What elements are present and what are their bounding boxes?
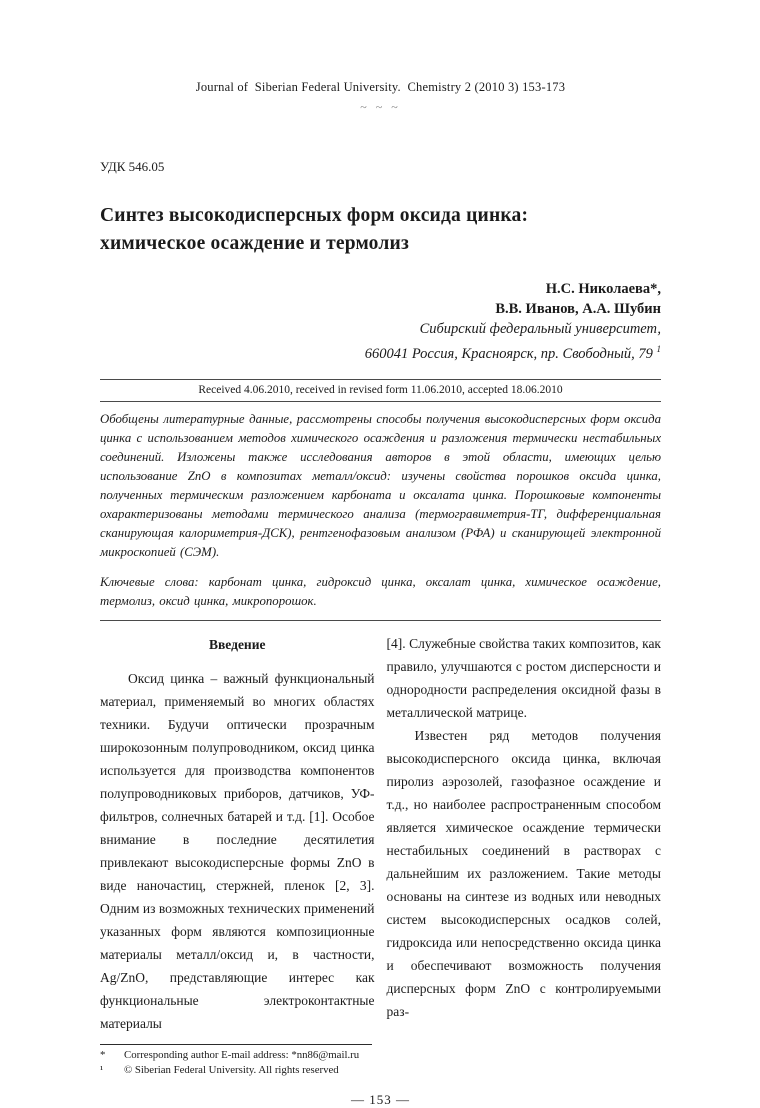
address-footnote-mark: 1 [656, 344, 661, 354]
footnote-corresponding-author [100, 1048, 372, 1063]
abstract-text: Обобщены литературные данные, рассмотрены способы получения высокодисперсных форм оксида цинка с использованием методов химического осаждения и разложения термически нестабильных соединений. Изложены также исследования авторов в этой области, имеющих целью использование ZnO в композитах металл/оксид: изучены свойства порошков оксида цинка, полученных термическим разложением карбоната и оксалата цинка. Порошковые компоненты охарактеризованы методами термического анализа (термогравиметрия-ТГ, дифференциальная сканирующая калориметрия-ДСК), рентгенофазовым анализом (РФА) и сканирующей электронной микроскопией (СЭМ). [100, 411, 661, 559]
footnote-copyright [100, 1063, 372, 1078]
author-name-2: В.В. Иванов, А.А. Шубин [495, 301, 661, 317]
keywords-line: Ключевые слова: карбонат цинка, гидроксид цинка, оксалат цинка, химическое осаждение, термолиз, оксид цинка, микропорошок. [100, 573, 661, 621]
article-title-line1: Синтез высокодисперсных форм оксида цинка: [100, 205, 529, 226]
footnote-block [100, 1044, 372, 1078]
received-dates: Received 4.06.2010, received in revised form 11.06.2010, accepted 18.06.2010 [100, 379, 661, 402]
footnote-text-copyright: © Siberian Federal University. All rights reserved [124, 1063, 339, 1076]
right-column [387, 632, 662, 1078]
author-block [100, 279, 661, 364]
affiliation-address [100, 339, 661, 364]
two-column-body [100, 632, 661, 1078]
affiliation: Сибирский федеральный университет, [419, 321, 661, 337]
footnote-marker-one: ¹ [100, 1063, 104, 1076]
journal-header: Journal of Siberian Federal University. Chemistry 2 (2010 3) 153-173 [195, 80, 566, 94]
right-column-paragraph-2: Известен ряд методов получения высокодисперсного оксида цинка, включая пиролиз аэрозолей, газофазное осаждение и т.д., но наиболее распространенным способом является химическое осаждение термически нестабильных соединений в растворах с дальнейшим их разложением. Такие методы основаны на синтезе из водных или неводных систем высокодисперсных осадков солей, гидроксида или непосредственно оксида цинка и обеспечивают возможность получения дисперсных форм ZnO с контролируемыми раз- [386, 727, 661, 1019]
left-column [100, 632, 375, 1078]
tilde-separator: ~ ~ ~ [360, 100, 401, 114]
right-column-paragraph-1: [4]. Служебные свойства таких композитов, как правило, улучшаются с ростом дисперсности и однородности распределения оксидной фазы в металлической матрице. [386, 635, 661, 720]
left-column-paragraph: Оксид цинка – важный функциональный материал, применяемый во многих областях техники. Будучи оптически прозрачным широкозонным полупроводником, оксид цинка используется для производства компонентов полупроводниковых приборов, датчиков, УФ-фильтров, солнечных батарей и т.д. [1]. Особое внимание в последние десятилетия привлекают высокодисперсные формы ZnO в виде наночастиц, стержней, пленок [2, 3]. Одним из возможных технических применений указанных форм являются композиционные материалы металл/оксид и, в частности, Ag/ZnO, представляющие интерес как функциональные электроконтактные материалы [100, 670, 375, 1031]
address-text: 660041 Россия, Красноярск, пр. Свободный, 79 [364, 345, 653, 362]
article-title [100, 202, 661, 258]
page-number: — 153 — [351, 1091, 410, 1107]
footnote-text-email: Corresponding author E-mail address: *nn86@mail.ru [124, 1048, 360, 1061]
author-name-1: Н.С. Николаева*, [545, 281, 661, 297]
footnote-marker-asterisk: * [100, 1048, 106, 1061]
article-title-line2: химическое осаждение и термолиз [100, 233, 409, 254]
udk-code: УДК 546.05 [100, 159, 165, 174]
section-heading-introduction: Введение [209, 636, 266, 652]
